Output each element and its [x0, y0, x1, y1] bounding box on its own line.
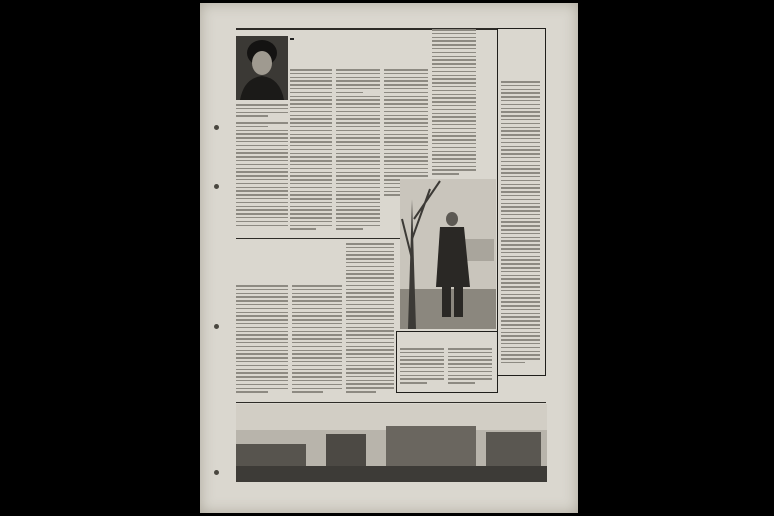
newspaper-page	[200, 3, 578, 513]
records-column	[400, 348, 444, 386]
man-photo	[400, 179, 496, 329]
article-tag	[290, 38, 294, 40]
binding-hole	[214, 324, 219, 329]
article-column	[292, 285, 342, 395]
portrait-photo	[236, 36, 288, 100]
article-column	[236, 285, 288, 395]
binding-hole	[214, 470, 219, 475]
portrait-caption	[236, 104, 288, 119]
records-column	[448, 348, 492, 386]
article-column	[346, 243, 394, 395]
city-panorama-photo	[236, 404, 547, 482]
binding-hole	[214, 125, 219, 130]
article-column	[236, 122, 288, 228]
binding-hole	[214, 184, 219, 189]
article-column	[290, 69, 332, 232]
panorama-rule	[236, 402, 546, 403]
article-column	[432, 29, 476, 177]
sidebar-text	[501, 81, 540, 366]
article-column	[336, 69, 380, 232]
